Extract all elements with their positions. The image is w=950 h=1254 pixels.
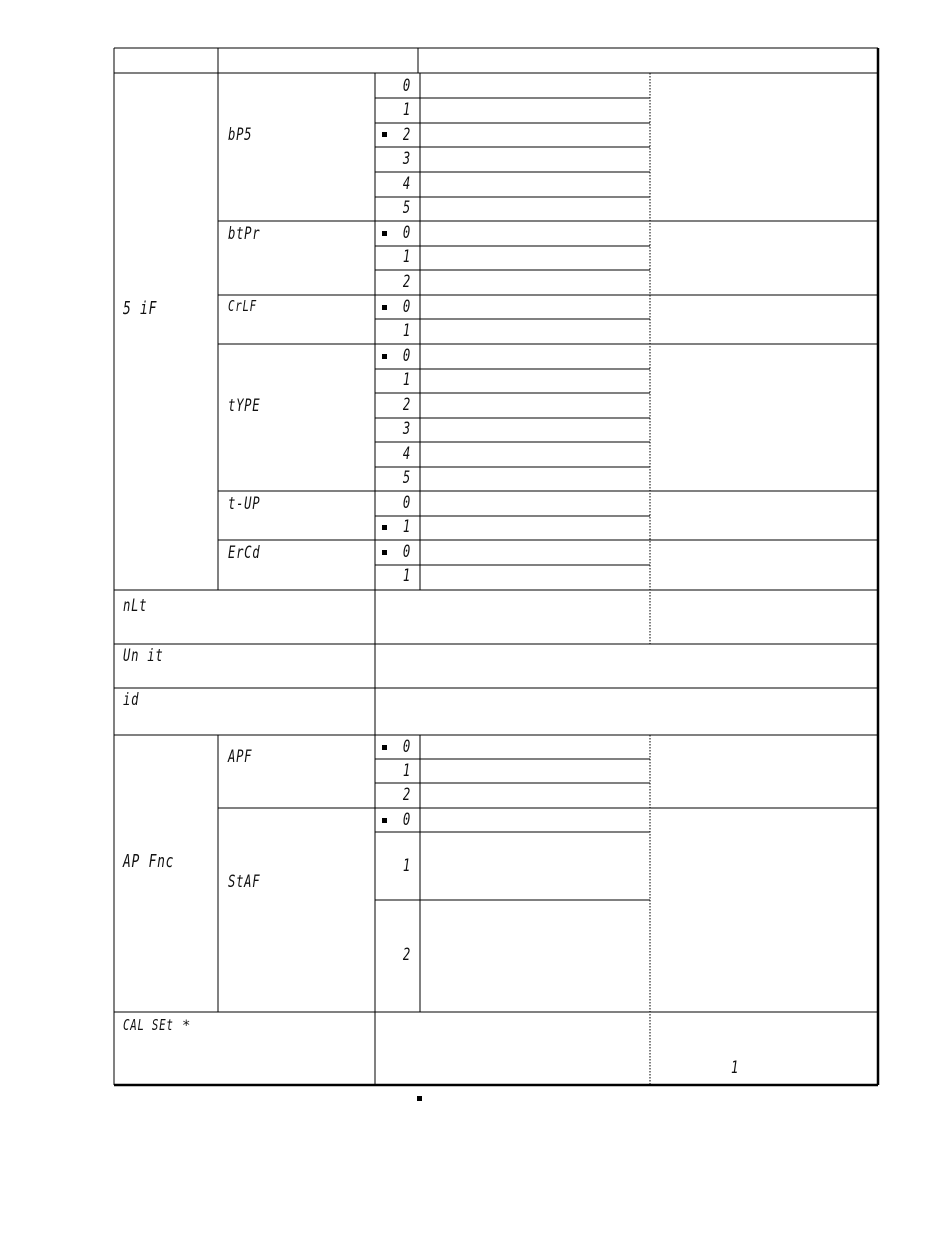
setting-value: 0 (402, 493, 411, 513)
setting-value: 2 (402, 272, 411, 292)
setting-value: 2 (402, 945, 411, 965)
setting-value: 0 (402, 223, 411, 243)
item-code-crlf: CrLF (228, 297, 257, 315)
setting-value: 3 (402, 149, 411, 169)
default-marker-dot (382, 354, 387, 359)
setting-value: 2 (402, 125, 411, 145)
function-code-unit: Un it (123, 646, 164, 666)
function-code-ap-fnc: AP Fnc (123, 851, 175, 872)
item-code-type: tYPE (228, 396, 261, 416)
setting-value: 1 (402, 370, 411, 390)
item-code-staf: StAF (228, 872, 261, 892)
setting-value: 0 (402, 737, 411, 757)
cal-set-note-mark: * (182, 1018, 192, 1034)
setting-value: 0 (402, 542, 411, 562)
footnote-default-marker-dot (417, 1096, 422, 1101)
function-code-id: id (123, 690, 140, 710)
setting-value: 1 (402, 321, 411, 341)
default-marker-dot (382, 305, 387, 310)
item-code-t-up: t-UP (228, 494, 261, 514)
default-marker-dot (382, 818, 387, 823)
setting-value: 1 (402, 100, 411, 120)
function-code-cal-set: CAL SEt (123, 1016, 174, 1034)
setting-value: 1 (402, 856, 411, 876)
setting-value: 1 (402, 761, 411, 781)
function-code-nlt: nLt (123, 596, 148, 616)
default-marker-dot (382, 132, 387, 137)
cal-set-value: 1 (731, 1058, 740, 1078)
item-code-apf: APF (228, 747, 253, 767)
setting-value: 0 (402, 297, 411, 317)
setting-value: 3 (402, 419, 411, 439)
setting-value: 5 (402, 468, 411, 488)
function-code-sif: 5 iF (123, 298, 158, 319)
setting-value: 1 (402, 566, 411, 586)
setting-value: 5 (402, 198, 411, 218)
setting-value: 0 (402, 346, 411, 366)
item-code-bps: bP5 (228, 125, 253, 145)
default-marker-dot (382, 745, 387, 750)
item-code-ercd: ErCd (228, 543, 261, 563)
setting-value: 2 (402, 785, 411, 805)
setting-value: 2 (402, 395, 411, 415)
setting-value: 0 (402, 76, 411, 96)
setting-value: 1 (402, 517, 411, 537)
setting-value: 0 (402, 810, 411, 830)
default-marker-dot (382, 550, 387, 555)
default-marker-dot (382, 231, 387, 236)
setting-value: 4 (402, 444, 411, 464)
default-marker-dot (382, 525, 387, 530)
setting-value: 4 (402, 174, 411, 194)
setting-value: 1 (402, 247, 411, 267)
item-code-btpr: btPr (228, 224, 261, 244)
